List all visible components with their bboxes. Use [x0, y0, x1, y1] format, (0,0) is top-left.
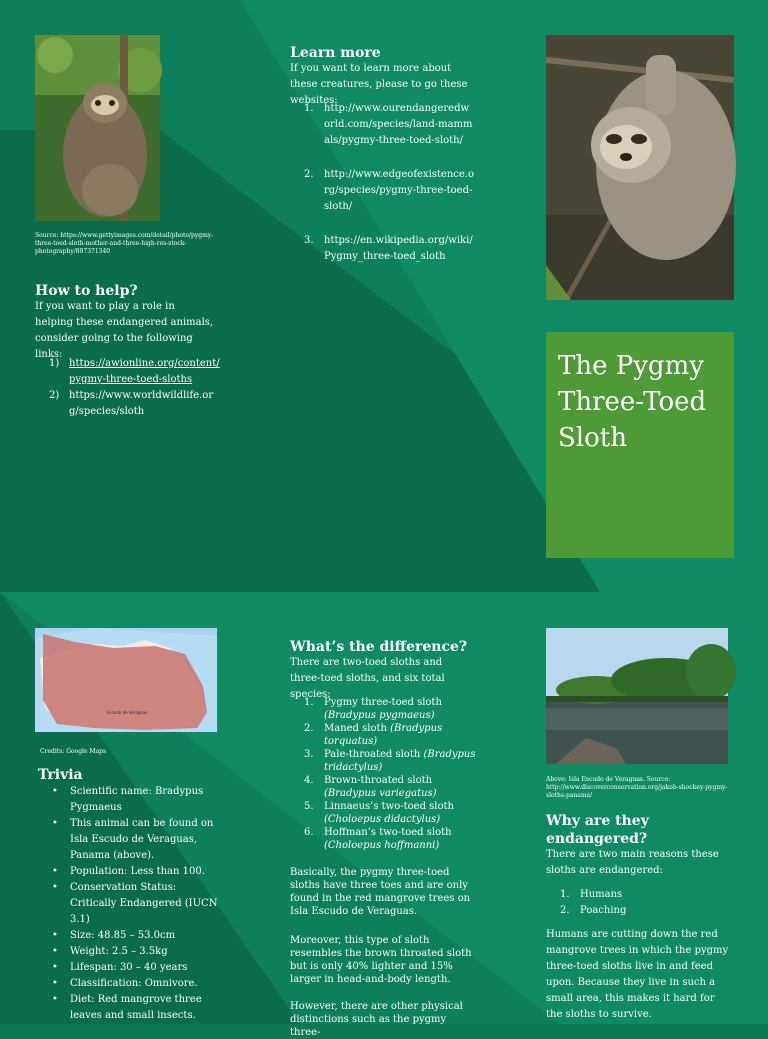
- brochure-inside-panel: [0, 592, 768, 1038]
- endangered-reasons-list: [546, 887, 726, 919]
- learn-more-link-item[interactable]: 1. http://www.ourendangeredworld.com/species/land-mammals/pygmy-three-toed-sloth/: [304, 103, 473, 146]
- help-link[interactable]: https://awionline.org/content/pygmy-three-toed-sloths: [69, 358, 220, 385]
- species-item: 5. Linnaeus’s two-toed sloth (Choloepus didactylus): [304, 801, 454, 825]
- difference-intro: There are two-toed sloths and three-toed sloths, and six total species:: [290, 657, 445, 700]
- learn-more-link[interactable]: https://en.wikipedia.org/wiki/Pygmy_three-toed_sloth: [324, 235, 473, 262]
- mangrove-island-photo-icon: [546, 628, 728, 764]
- trivia-item: • Classification: Omnivore.: [38, 976, 218, 992]
- species-item: 6. Hoffman’s two-toed sloth (Choloepus hoffmanni): [304, 827, 452, 851]
- brochure-title: The Pygmy Three-Toed Sloth: [558, 351, 707, 453]
- map-credit: Credits: Google Maps: [40, 748, 107, 755]
- trivia-item: • Lifespan: 30 – 40 years: [38, 960, 218, 976]
- trivia-item: • This animal can be found on Isla Escudo de Veraguas, Panama (above).: [38, 816, 218, 864]
- trivia-item: • Conservation Status: Critically Endangered (IUCN 3.1): [38, 880, 218, 928]
- title-box: [546, 332, 734, 558]
- difference-paragraph-1: Basically, the pygmy three-toed sloths have three toes and are only found in the red mangrove trees on Isla Escudo de Veraguas.: [290, 867, 471, 917]
- trivia-item: • Weight: 2.5 – 3.5kg: [38, 944, 218, 960]
- species-list: [290, 696, 480, 852]
- trivia-heading: Trivia: [38, 767, 83, 783]
- island-photo-caption: Above: Isla Escudo de Veraguas. Source: http://www.discoverconservation.org/jakob-shockey-pygmy-sloths-panama/: [546, 776, 728, 799]
- learn-more-link[interactable]: http://www.ourendangeredworld.com/species/land-mammals/pygmy-three-toed-sloth/: [324, 103, 473, 146]
- help-links-list: [35, 356, 220, 420]
- help-link[interactable]: https://www.worldwildlife.org/species/sloth: [69, 390, 214, 417]
- species-item: 2. Maned sloth (Bradypus torquatus): [304, 723, 443, 747]
- species-item: 3. Pale-throated sloth (Bradypus tridactylus): [304, 749, 476, 773]
- difference-paragraph-2: Moreover, this type of sloth resembles the brown throated sloth but is only 40% lighter and 15% larger in head-and-body length.: [290, 935, 472, 985]
- endangered-intro: There are two main reasons these sloths are endangered:: [546, 849, 719, 876]
- difference-paragraph-3: However, there are other physical distinctions such as the pygmy three-: [290, 1001, 463, 1038]
- trivia-item: • Size: 48.85 – 53.0cm: [38, 928, 218, 944]
- species-item: 4. Brown-throated sloth (Bradypus variegatus): [304, 775, 437, 799]
- species-item: 1. Pygmy three-toed sloth (Bradypus pygmaeus): [304, 697, 442, 721]
- photo-source-caption: Source: https://www.gettyimages.com/detail/photo/pygmy-three-toed-sloth-mother-and-three-high-res-stock-photography/897371340: [35, 232, 214, 255]
- endangered-paragraph: Humans are cutting down the red mangrove trees in which the pygmy three-toed sloths live in and feed upon. Because they live in such a small area, this makes it hard for the sloths to survive.: [546, 929, 729, 1020]
- range-map-icon: [35, 628, 217, 732]
- difference-heading: What’s the difference?: [290, 639, 468, 655]
- help-link-item[interactable]: 1) https://awionline.org/content/pygmy-three-toed-sloths: [49, 358, 220, 385]
- learn-more-intro: If you want to learn more about these creatures, please to go these websites:: [290, 63, 468, 106]
- sloth-mother-photo-icon: [35, 35, 160, 221]
- learn-more-links-list: [290, 101, 475, 265]
- learn-more-link[interactable]: http://www.edgeofexistence.org/species/pygmy-three-toed-sloth/: [324, 169, 474, 212]
- how-to-help-intro: If you want to play a role in helping these endangered animals, consider going to the following links:: [35, 301, 214, 360]
- trivia-item: • Diet: Red mangrove three leaves and small insects.: [38, 992, 218, 1024]
- reason-item: 1. Humans: [560, 889, 623, 900]
- map-place-label: Escudo de Veraguas: [107, 710, 148, 715]
- endangered-heading: Why are they endangered?: [546, 813, 649, 847]
- trivia-item: • Population: Less than 100.: [38, 864, 218, 880]
- trivia-list: [38, 784, 218, 1024]
- help-link-item[interactable]: 2) https://www.worldwildlife.org/species/sloth: [49, 390, 214, 417]
- how-to-help-heading: How to help?: [35, 283, 138, 299]
- reason-item: 2. Poaching: [560, 905, 627, 916]
- learn-more-heading: Learn more: [290, 45, 381, 61]
- learn-more-link-item[interactable]: 3. https://en.wikipedia.org/wiki/Pygmy_three-toed_sloth: [304, 235, 473, 262]
- hanging-sloth-photo-icon: [546, 35, 734, 300]
- trivia-item: • Scientific name: Bradypus Pygmaeus: [38, 784, 218, 816]
- learn-more-link-item[interactable]: 2. http://www.edgeofexistence.org/species/pygmy-three-toed-sloth/: [304, 169, 474, 212]
